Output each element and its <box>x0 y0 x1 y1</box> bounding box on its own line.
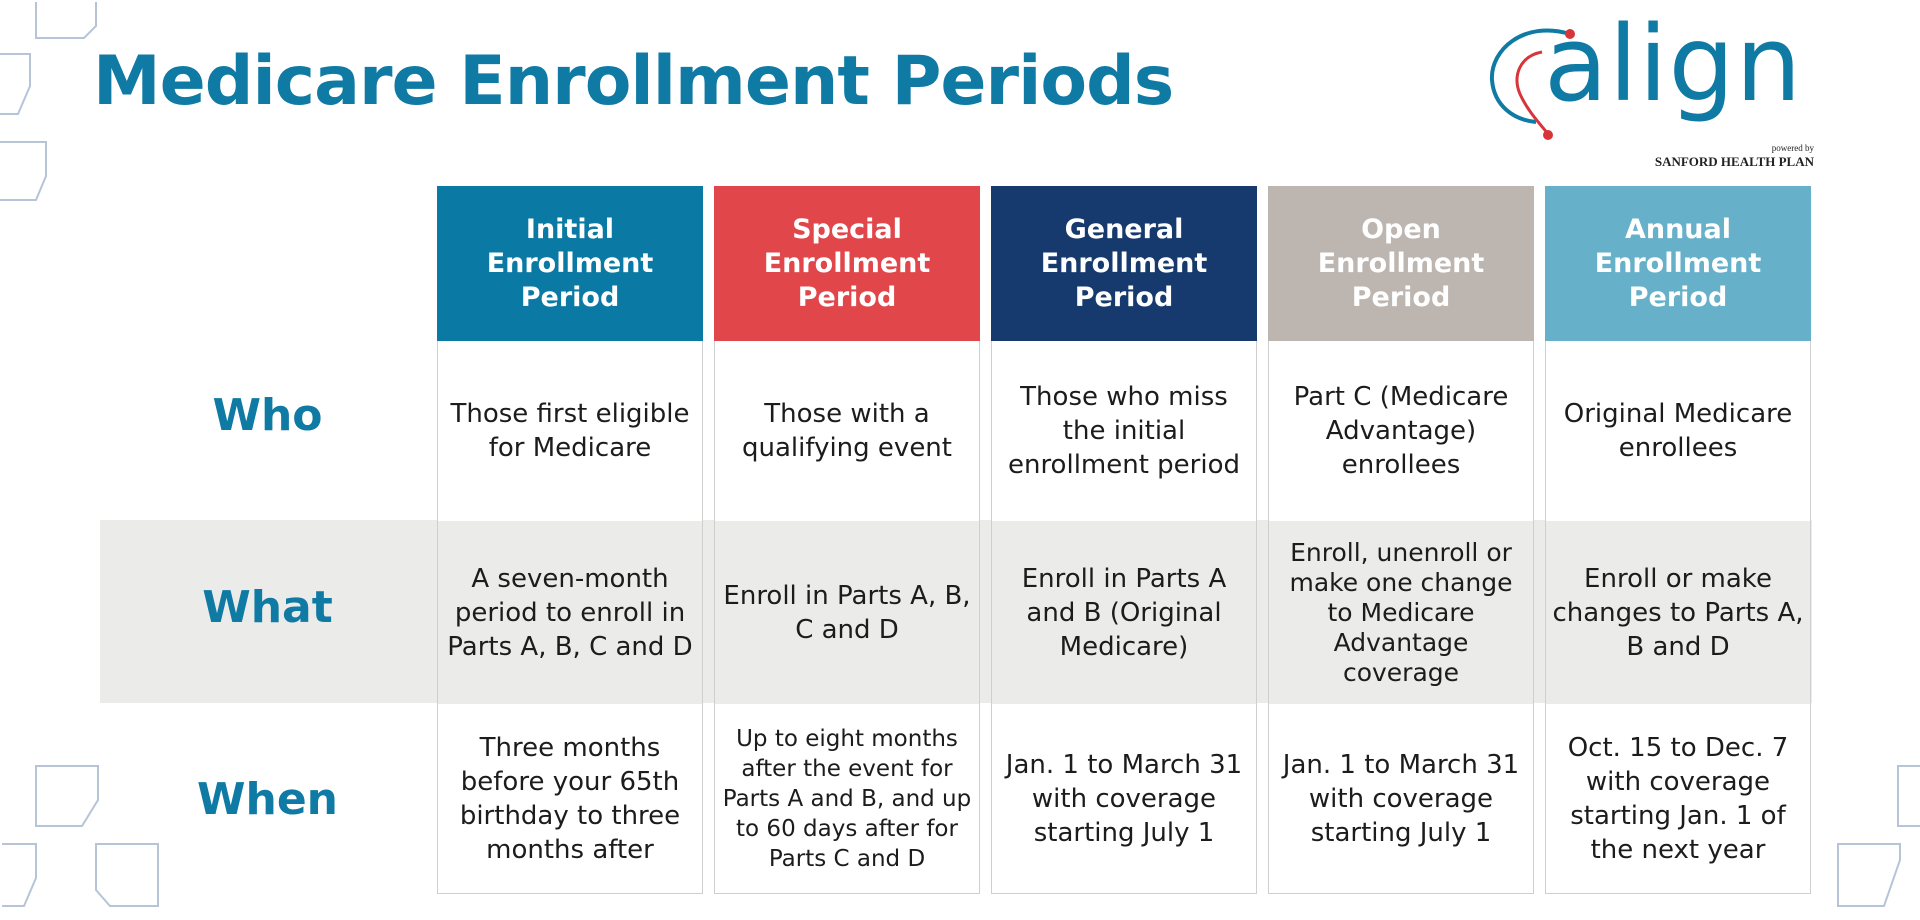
column-header: Open Enrollment Period <box>1268 186 1534 341</box>
who-cell: Those first eligible for Medicare <box>450 399 690 463</box>
column-initial-enrollment <box>437 186 703 894</box>
what-cell: Enroll in Parts A, B, C and D <box>715 521 979 704</box>
who-cell: Part C (Medicare Advantage) enrollees <box>1293 382 1509 480</box>
row-label-who: Who <box>212 390 323 441</box>
column-open-enrollment <box>1268 186 1534 894</box>
when-cell: Jan. 1 to March 31 with coverage starting July 1 <box>1005 749 1243 848</box>
what-cell: Enroll in Parts A and B (Original Medicare) <box>992 521 1256 704</box>
when-cell: Up to eight months after the event for Parts A and B, and up to 60 days after for Parts C and D <box>722 725 972 872</box>
what-cell: Enroll, unenroll or make one change to Medicare Advantage coverage <box>1269 521 1533 704</box>
page-title: Medicare Enrollment Periods <box>93 42 1174 121</box>
column-special-enrollment <box>714 186 980 894</box>
row-label-what: What <box>202 582 333 633</box>
column-general-enrollment <box>991 186 1257 894</box>
column-header: Special Enrollment Period <box>714 186 980 341</box>
who-cell: Original Medicare enrollees <box>1563 399 1793 463</box>
decorative-corner-shapes-bottom-left <box>0 760 170 920</box>
column-annual-enrollment <box>1545 186 1811 894</box>
who-cell: Those who miss the initial enrollment period <box>1007 382 1241 480</box>
align-logo <box>1484 3 1814 172</box>
who-cell: Those with a qualifying event <box>742 399 952 463</box>
when-cell: Three months before your 65th birthday to three months after <box>459 732 681 865</box>
what-cell: Enroll or make changes to Parts A, B and D <box>1546 521 1810 704</box>
logo-powered-by: powered by <box>1771 143 1814 153</box>
column-header: Annual Enrollment Period <box>1545 186 1811 341</box>
when-cell: Jan. 1 to March 31 with coverage starting July 1 <box>1282 749 1520 848</box>
logo-wordmark: align <box>1544 3 1803 125</box>
column-header: Initial Enrollment Period <box>437 186 703 341</box>
when-cell: Oct. 15 to Dec. 7 with coverage starting Jan. 1 of the next year <box>1567 732 1789 865</box>
row-label-when: When <box>196 774 339 825</box>
column-header: General Enrollment Period <box>991 186 1257 341</box>
what-cell: A seven-month period to enroll in Parts A, B, C and D <box>438 521 702 704</box>
decorative-corner-shapes-bottom-right <box>1820 760 1920 920</box>
logo-brand: SANFORD HEALTH PLAN <box>1654 154 1814 169</box>
